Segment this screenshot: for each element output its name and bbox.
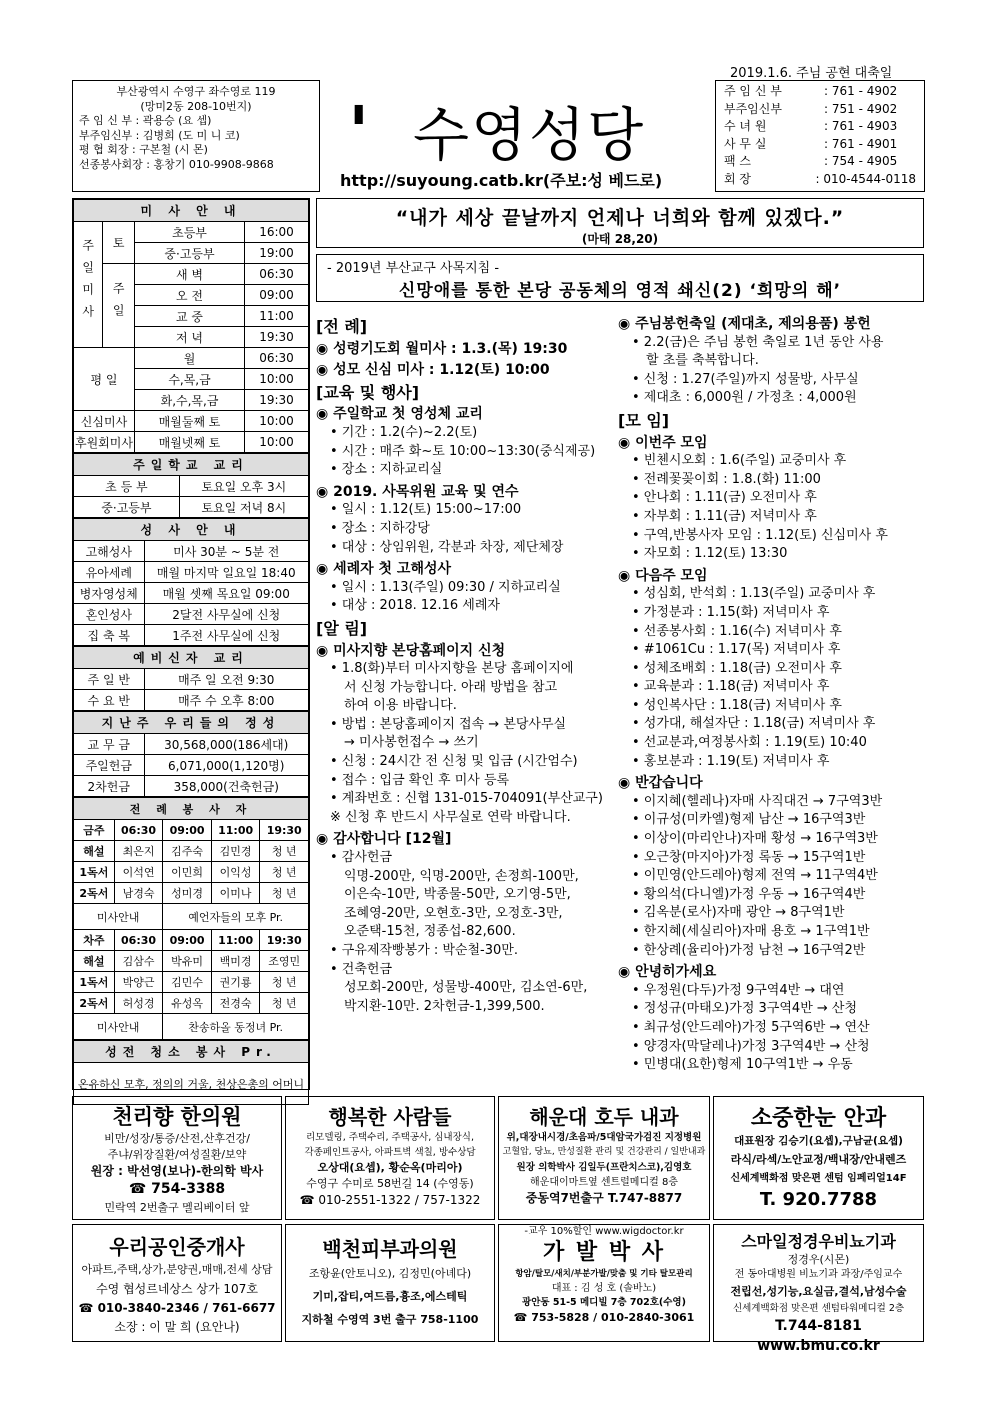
notice-line: • 구역,반봉사자 모임 : 1.12(토) 신심미사 후: [632, 527, 888, 543]
section-heading: [알 림]: [316, 618, 368, 638]
sunday-label: 주일: [103, 264, 135, 348]
table-cell: 차주: [74, 930, 115, 951]
notice-line: • 기간 : 1.2(수)~2.2(토): [330, 424, 478, 440]
guideline-sub: - 2019년 부산교구 사목지침 -: [327, 261, 500, 276]
table-cell: 09:00: [163, 820, 212, 841]
table-cell: 19:30: [260, 820, 309, 841]
table-cell: 이미나: [211, 883, 260, 904]
table-cell: 지난주 우리들의 정성: [74, 712, 309, 734]
table-cell: 유아세례: [74, 562, 145, 583]
mass-title: 미 사 안 내: [74, 200, 309, 222]
table-cell: 성미경: [163, 883, 212, 904]
table-cell: 09:00: [245, 285, 309, 306]
table-cell: 예비신자 교리: [74, 647, 309, 669]
table-cell: 06:30: [114, 930, 163, 951]
table-cell: 19:30: [245, 327, 309, 348]
table-cell: 11:00: [245, 306, 309, 327]
notice-line: • 접수 : 입금 확인 후 미사 등록: [330, 772, 510, 788]
logo-mark: ': [348, 90, 370, 173]
notice-line: • 자모회 : 1.12(토) 13:30: [632, 546, 788, 562]
notice-line: • 성가대, 해설자단 : 1.18(금) 저녁미사 후: [632, 716, 876, 732]
table-cell: 06:30: [114, 820, 163, 841]
notice-line: • 홍보분과 : 1.19(토) 저녁미사 후: [632, 753, 830, 769]
table-cell: 백미경: [211, 951, 260, 972]
table-cell: 신심미사: [74, 411, 135, 432]
school-table: [73, 453, 309, 518]
notice-line: 조혜영-20만, 오현호-3만, 오정호-3만,: [344, 905, 563, 921]
notice-line: • 이지혜(헬레나)자매 사직대건 → 7구역3반: [632, 793, 883, 809]
meetings-column: [618, 312, 924, 1075]
table-cell: 19:30: [245, 390, 309, 411]
notice-line: • 성체조배회 : 1.18(금) 오전미사 후: [632, 660, 842, 676]
table-cell: 김민경: [211, 841, 260, 862]
ad-internal-medicine: 해운대 호두 내과 위,대장내시경/초음파/5대암국가검진 지정병원 고혈압, 당뇨, 만성질환 관리 및 건강관리 / 일반내과 원장 의학박사 김일두(프란치스코),김영호 해운대이마트옆 센트럴메디컬 8층 중동역7번출구 T.747-8877: [498, 1096, 710, 1220]
address-sub: (망미2동 208-10번지): [140, 99, 252, 113]
notice-line: 박지환-10만. 2차헌금-1,399,500.: [344, 998, 545, 1014]
table-cell: 후원회미사: [74, 432, 135, 453]
notice-title: ◉ 2019. 사목위원 교육 및 연수: [316, 483, 519, 500]
notice-line: • 방법 : 본당홈페이지 접속 → 본당사무실: [330, 716, 567, 732]
notice-line: • 황의석(다니엘)가정 우동 → 16구역4반: [632, 886, 866, 902]
ad-dermatology: 백천피부과의원 조항윤(안토니오), 김정민(아녜다) 기미,잡티,여드름,흉조,에스테틱 지하철 수영역 3번 출구 758-1100: [285, 1224, 495, 1342]
table-cell: 06:30: [245, 348, 309, 369]
table-cell: 중·고등부: [74, 497, 180, 518]
table-cell: 19:30: [260, 930, 309, 951]
notice-line: • 김옥분(로사)자매 광안 → 8구역1반: [632, 905, 845, 921]
notice-line: • 빈첸시오회 : 1.6(주일) 교중미사 후: [632, 453, 847, 469]
table-cell: 새 벽: [134, 264, 244, 285]
notice-line: • 대상 : 2018. 12.16 세례자: [330, 598, 500, 614]
notice-line: • 교육분과 : 1.18(금) 저녁미사 후: [632, 679, 830, 695]
table-cell: 초 등 부: [74, 476, 180, 497]
contact-row: 팩 스 : 754 - 4905: [724, 154, 898, 169]
table-cell: 조영민: [260, 951, 309, 972]
table-cell: 10:00: [245, 411, 309, 432]
table-cell: 16:00: [245, 222, 309, 243]
notice-line: • 선종봉사회 : 1.16(수) 저녁미사 후: [632, 623, 842, 639]
table-cell: 유성옥: [163, 993, 212, 1014]
table-cell: 청 년: [260, 841, 309, 862]
notice-title: ◉ 감사합니다 [12월]: [316, 831, 452, 848]
notice-line: • 안나회 : 1.11(금) 오전미사 후: [632, 490, 817, 506]
table-cell: 청 년: [260, 862, 309, 883]
notice-line: 익명-200만, 익명-200만, 손정희-100만,: [344, 868, 579, 884]
table-cell: 화,수,목,금: [134, 390, 244, 411]
notice-title: ◉ 주님봉헌축일 (제대초, 제의용품) 봉헌: [618, 316, 871, 332]
notice-line: • 계좌번호 : 신협 131-015-704091(부산교구): [330, 791, 603, 807]
notice-title: ◉ 안녕히가세요: [618, 964, 717, 981]
table-cell: 매월 마지막 일요일 18:40: [144, 562, 309, 583]
table-cell: 최은지: [114, 841, 163, 862]
table-cell: 2독서: [74, 883, 115, 904]
website-link[interactable]: http://suyoung.catb.kr(주보:성 베드로): [340, 171, 663, 190]
section-heading: [모 임]: [618, 410, 670, 430]
table-cell: 11:00: [211, 930, 260, 951]
notice-line: • 성심회, 반석회 : 1.13(주일) 교중미사 후: [632, 586, 876, 602]
notice-line: • 신청 : 24시간 전 신청 및 입금 (시간엄수): [330, 754, 578, 770]
table-cell: 30,568,000(186세대): [144, 734, 309, 755]
table-cell: 1독서: [74, 972, 115, 993]
contact-row: 수 녀 원 : 761 - 4903: [724, 119, 898, 134]
catechumen-table: [73, 646, 309, 711]
notice-line: 서 신청 가능합니다. 아래 방법을 참고: [344, 679, 558, 695]
guideline-title: 신망애를 통한 본당 공동체의 영적 쇄신(2) ‘희망의 해’: [398, 281, 842, 301]
table-cell: 혼인성사: [74, 604, 145, 625]
notice-line: • 일시 : 1.12(토) 15:00~17:00: [330, 502, 522, 518]
table-cell: 병자영성체: [74, 583, 145, 604]
table-cell: 11:00: [211, 820, 260, 841]
address: 부산광역시 수영구 좌수영로 119: [116, 85, 276, 98]
notice-title: ◉ 세례자 첫 고해성사: [316, 561, 452, 578]
table-cell: 평 일: [74, 348, 135, 411]
contact-row: 주 임 신 부 : 761 - 4902: [724, 84, 898, 98]
contact-list: [715, 80, 925, 192]
notice-line: 할 초를 축복합니다.: [646, 353, 759, 369]
table-cell: 이익성: [211, 862, 260, 883]
schedule-column: [72, 198, 310, 1090]
notice-line: • 양경자(막달레나)가정 3구역4반 → 산청: [632, 1038, 870, 1054]
pastoral-guideline: [316, 254, 924, 302]
table-cell: 미사 30분 ~ 5분 전: [144, 541, 309, 562]
logo-name: 수영성당: [413, 101, 646, 169]
table-cell: 토요일 오후 3시: [179, 476, 308, 497]
notice-line: 성모회-200만, 성물방-400만, 김소연-6만,: [344, 980, 588, 996]
table-cell: 권기룡: [211, 972, 260, 993]
parish-logo: [328, 84, 708, 192]
issue-date: 2019.1.6. 주님 공현 대축일: [730, 66, 893, 81]
table-cell: 청 년: [260, 993, 309, 1014]
notice-line: • 우정원(다두)가정 9구역4반 → 대연: [632, 982, 845, 998]
table-cell: 교 무 금: [74, 734, 145, 755]
notice-line: • 구유제작빵봉가 : 박순철-30만.: [330, 943, 518, 958]
ad-oriental-clinic: 천리향 한의원 비만/성장/통증/산전,산후건강/ 주냐/위장질환/여성질환/보약 원장 : 박선영(보나)-한의학 박사 ☎ 754-3388 민락역 2번출구 멜리베이터 앞: [72, 1096, 282, 1220]
table-cell: 19:00: [245, 243, 309, 264]
notice-line: • #1061Cu : 1.17(목) 저녁미사 후: [632, 642, 841, 658]
sunday-mass-label: 주일미사: [74, 222, 103, 348]
notice-title: ◉ 미사지향 본당홈페이지 신청: [316, 642, 506, 659]
table-cell: 전경숙: [211, 993, 260, 1014]
notice-title: ◉ 다음주 모임: [618, 567, 708, 584]
notice-line: 하여 이용 바랍니다.: [344, 698, 457, 714]
notice-line: • 장소 : 지하강당: [330, 520, 430, 536]
table-cell: 미사안내: [74, 904, 163, 930]
notice-line: • 일시 : 1.13(주일) 09:30 / 지하교리실: [330, 579, 561, 595]
notice-line: • 한지혜(세실리아)자매 용호 → 1구역1반: [632, 924, 870, 939]
notice-line: → 미사봉헌접수 → 쓰기: [344, 735, 479, 751]
table-cell: 집 축 복: [74, 625, 145, 646]
notice-line: • 선교분과,여정봉사회 : 1.19(토) 10:40: [632, 735, 867, 751]
table-cell: 09:00: [163, 930, 212, 951]
notices-column: [316, 314, 616, 1016]
notice-line: 이은숙-10만, 박종물-50만, 오기영-5만,: [344, 887, 571, 903]
mass-table: [73, 199, 309, 453]
notice-line: • 자부회 : 1.11(금) 저녁미사 후: [632, 508, 817, 524]
notice-line: • 전례꽃꽂이회 : 1.8.(화) 11:00: [632, 471, 821, 487]
ad-eye-clinic: 소중한눈 안과 대표원장 김승기(요셉),구남균(요셉) 라식/라섹/노안교정/백내장/안내렌즈 신세계백화점 맞은편 센텀 임페리얼14F T. 920.7788: [713, 1096, 924, 1220]
table-cell: 해설: [74, 951, 115, 972]
table-cell: 토: [103, 222, 135, 264]
table-cell: 김주숙: [163, 841, 212, 862]
contact-row: 회 장 : 010-4544-0118: [724, 171, 916, 186]
notice-line: • 이민영(안드레아)형제 전역 → 11구역4반: [632, 868, 878, 884]
section-heading: [교육 및 행사]: [316, 382, 420, 402]
notice-line: • 신청 : 1.27(주일)까지 성물방, 사무실: [632, 371, 859, 387]
table-cell: 금주: [74, 820, 115, 841]
table-cell: 예언자들의 모후 Pr.: [163, 904, 309, 930]
notice-line: • 1.8(화)부터 미사지향을 본당 홈페이지에: [330, 661, 574, 677]
table-cell: 월: [134, 348, 244, 369]
table-cell: 06:30: [245, 264, 309, 285]
notice-line: ※ 신청 후 반드시 사무실로 연락 바랍니다.: [330, 809, 571, 825]
table-cell: 10:00: [245, 432, 309, 453]
scripture-banner: [316, 198, 924, 248]
table-cell: 2차헌금: [74, 776, 145, 797]
notice-title: ◉ 이번주 모임: [618, 434, 708, 451]
table-cell: 358,000(건축헌금): [144, 776, 309, 797]
table-cell: 청 년: [260, 883, 309, 904]
ad-urology: 스마일정경우비뇨기과 정경우(시몬) 전 동아대병원 비뇨기과 과장/주임교수 전립선,성기능,요실금,결석,남성수술 신세계백화점 맞은편 센텀타워메디컬 2층 T.744-8181 www.bmu.co.kr: [713, 1224, 924, 1342]
notice-title: ◉ 주일학교 첫 영성체 교리: [316, 406, 483, 423]
table-cell: 성 사 안 내: [74, 519, 309, 541]
notice-line: 오준택-15천, 정종섭-82,600.: [344, 924, 516, 940]
notice-line: • 2.2(금)은 주님 봉헌 축일로 1년 동안 사용: [632, 334, 884, 350]
notice-line: • 최규성(안드레아)가정 5구역6반 → 연산: [632, 1019, 870, 1035]
table-cell: 매월넷째 토: [134, 432, 244, 453]
table-cell: 해설: [74, 841, 115, 862]
table-cell: 온유하신 모후, 정의의 거울, 천상은총의 어머니: [74, 1063, 309, 1105]
ad-realtor: 우리공인중개사 아파트,주택,상가,분양권,매매,전세 상담 수영 협성르네상스 상가 107호 ☎ 010-3840-2346 / 761-6677 소장 : 이 말 희 (요안나): [72, 1224, 282, 1342]
table-cell: 2달전 사무실에 신청: [144, 604, 309, 625]
table-cell: 박유미: [163, 951, 212, 972]
table-cell: 매주 일 오전 9:30: [144, 669, 309, 690]
table-cell: 성전 청소 봉사 Pr.: [74, 1041, 309, 1063]
notice-line: • 가정분과 : 1.15(화) 저녁미사 후: [632, 604, 830, 620]
table-cell: 1독서: [74, 862, 115, 883]
table-cell: 찬송하올 동정녀 Pr.: [163, 1014, 309, 1040]
table-cell: 초등부: [134, 222, 244, 243]
table-cell: 김삼수: [114, 951, 163, 972]
table-cell: 매주 수 오후 8:00: [144, 690, 309, 711]
table-cell: 오 전: [134, 285, 244, 306]
table-cell: 중·고등부: [134, 243, 244, 264]
contact-row: 사 무 실 : 761 - 4901: [724, 136, 898, 151]
notice-line: • 성인복사단 : 1.18(금) 저녁미사 후: [632, 697, 842, 713]
table-cell: 이민희: [163, 862, 212, 883]
scripture-quote: “내가 세상 끝날까지 언제나 너희와 함께 있겠다.”: [395, 207, 845, 229]
contact-row: 부주임신부 : 751 - 4902: [724, 101, 898, 116]
table-cell: 매월둘째 토: [134, 411, 244, 432]
notice-title: ◉ 반갑습니다: [618, 775, 703, 792]
notice-line: • 정성규(마태오)가정 3구역4반 → 산청: [632, 1001, 858, 1017]
ad-wig: -교우 10%할인 www.wigdoctor.kr 가 발 박 사 항암/탈모/새치/부분가발/맞춤 및 기타 탈모관리 대표 : 김 성 호 (솔바노) 광안동 51-5 메디빌 7층 702호(수영) ☎ 753-5828 / 010-2840-3061: [498, 1224, 710, 1342]
table-cell: 10:00: [245, 369, 309, 390]
ad-interior: 행복한 사람들 리모델링, 주택수리, 주택공사, 심내장식, 각종페인트공사, 아파트벽 색칠, 방수상담 오상대(요셉), 황순옥(마리아) 수영구 수미로 58번길 14 (수영동) ☎ 010-2551-1322 / 757-1322: [285, 1096, 495, 1220]
table-cell: 1주전 사무실에 신청: [144, 625, 309, 646]
table-cell: 전 례 봉 사 자: [74, 798, 309, 820]
notice-line: • 감사헌금: [330, 850, 393, 866]
table-cell: 수 요 반: [74, 690, 145, 711]
table-cell: 매월 셋째 목요일 09:00: [144, 583, 309, 604]
table-cell: 미사안내: [74, 1014, 163, 1040]
notice-line: • 이상이(마리안나)자매 황성 → 16구역3반: [632, 831, 878, 847]
table-cell: 청 년: [260, 972, 309, 993]
table-cell: 토요일 저녁 8시: [179, 497, 308, 518]
notice-line: • 건축헌금: [330, 961, 393, 977]
staff-assistant: 부주임신부 : 김병희 (도 미 니 코): [79, 128, 240, 142]
table-cell: 6,071,000(1,120명): [144, 755, 309, 776]
notice-title: ◉ 성령기도회 월미사 : 1.3.(목) 19:30: [316, 340, 568, 357]
notice-line: • 한상례(율리아)가정 남천 → 16구역2반: [632, 942, 866, 958]
notice-line: • 대상 : 상임위원, 각분과 차장, 제단체장: [330, 539, 564, 555]
table-cell: 허성경: [114, 993, 163, 1014]
table-cell: 2독서: [74, 993, 115, 1014]
staff-council: 평 협 회장 : 구본철 (시 몬): [79, 143, 208, 156]
table-cell: 수,목,금: [134, 369, 244, 390]
notice-line: • 이규성(미카엘)형제 남산 → 16구역3반: [632, 812, 866, 828]
table-cell: 주 일 반: [74, 669, 145, 690]
table-cell: 교 중: [134, 306, 244, 327]
table-cell: 주일헌금: [74, 755, 145, 776]
offering-table: [73, 711, 309, 797]
notice-title: ◉ 성모 신심 미사 : 1.12(토) 10:00: [316, 362, 550, 379]
table-cell: 주일학교 교리: [74, 454, 309, 476]
table-cell: 박양근: [114, 972, 163, 993]
notice-line: • 시간 : 매주 화~토 10:00~13:30(중식제공): [330, 443, 596, 459]
notice-line: • 제대초 : 6,000원 / 가정초 : 4,000원: [632, 390, 857, 406]
staff-funeral: 선종봉사회장 : 홍창기 010-9908-9868: [79, 157, 274, 171]
table-cell: 김민수: [163, 972, 212, 993]
table-cell: 저 녁: [134, 327, 244, 348]
parish-info: [72, 80, 320, 192]
table-cell: 고해성사: [74, 541, 145, 562]
sacrament-table: [73, 518, 309, 646]
servers-table: [73, 797, 309, 1040]
table-cell: 남경숙: [114, 883, 163, 904]
scripture-ref: (마태 28,20): [581, 232, 659, 246]
table-cell: 이석연: [114, 862, 163, 883]
notice-line: • 장소 : 지하교리실: [330, 462, 443, 478]
notice-line: • 오근창(마지아)가정 록동 → 15구역1반: [632, 849, 866, 865]
section-heading: [전 례]: [316, 317, 368, 336]
staff-pastor: 주 임 신 부 : 곽용승 (요 셉): [79, 114, 212, 127]
notice-line: • 민병대(요한)형제 10구역1반 → 우동: [632, 1057, 853, 1073]
